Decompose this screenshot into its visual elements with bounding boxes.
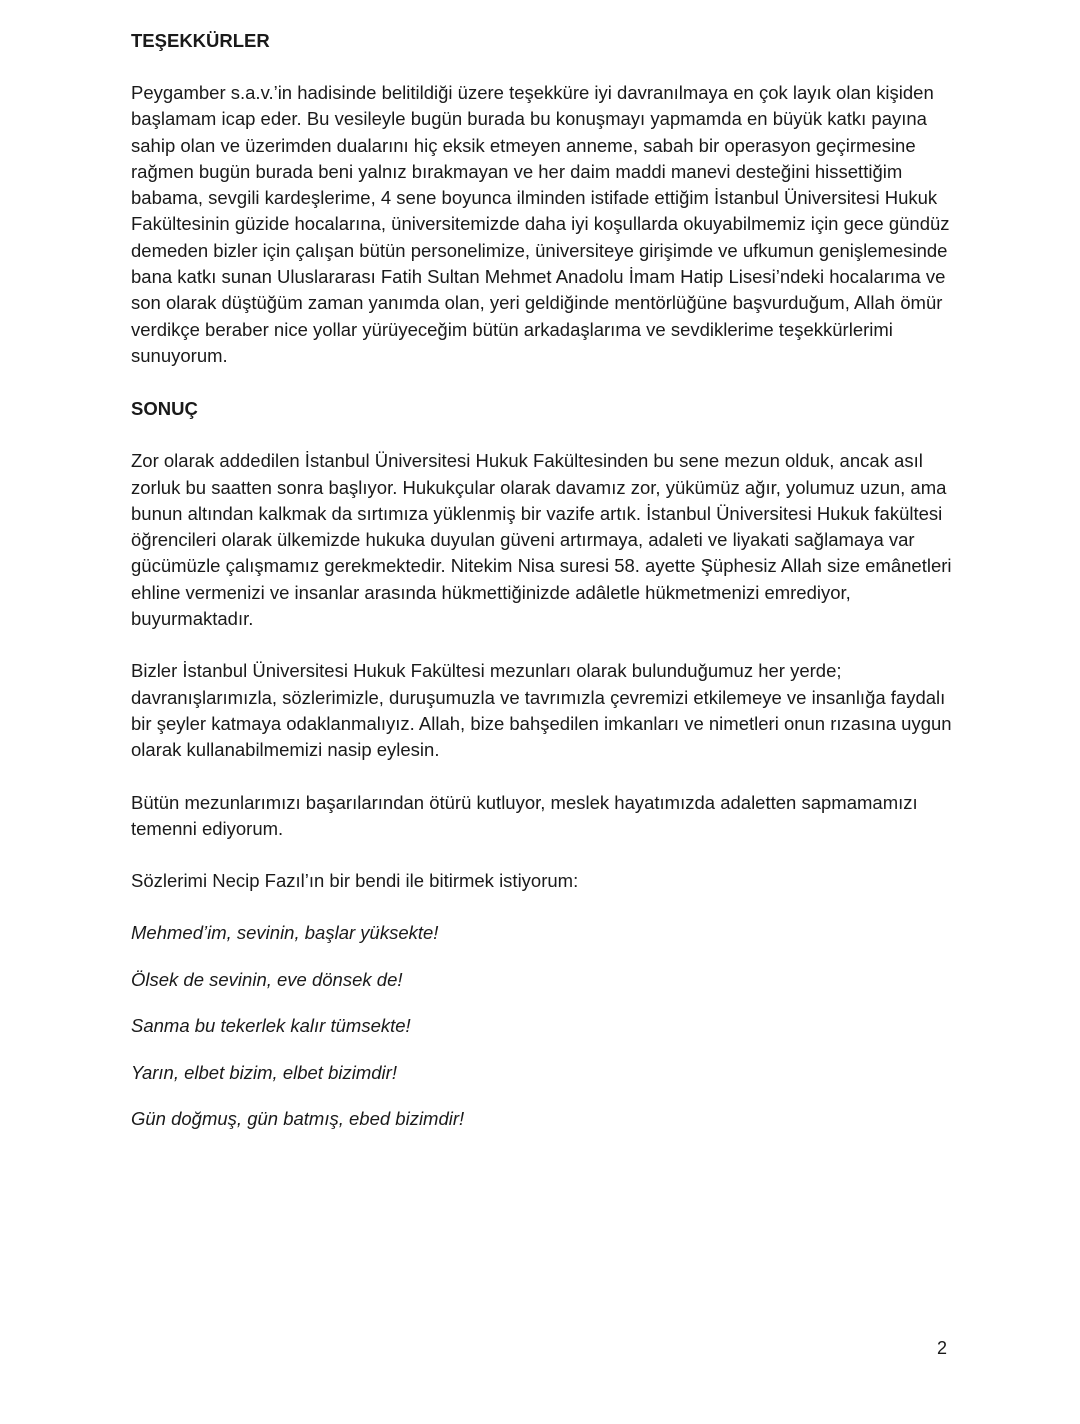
section-heading-tesekkurler: TEŞEKKÜRLER xyxy=(131,30,270,51)
section-heading-sonuc: SONUÇ xyxy=(131,398,198,420)
poem xyxy=(131,920,961,1132)
poem-line: Mehmed’im, sevinin, başlar yüksekte! xyxy=(131,922,439,944)
poem-line: Ölsek de sevinin, eve dönsek de! xyxy=(131,968,403,990)
poem-line: Gün doğmuş, gün batmış, ebed bizimdir! xyxy=(131,1108,465,1130)
conclusion-paragraph-3: Bütün mezunlarımızı başarılarından ötürü kutluyor, meslek hayatımızda adaletten sapmamamızı temenni ediyorum. xyxy=(131,791,918,839)
thanks-paragraph: Peygamber s.a.v.’in hadisinde belitildiği üzere teşekküre iyi davranılmaya en çok layık olan kişiden başlamam icap eder. Bu vesileyle bugün burada bu konuşmayı yapmamda en büyük katkı payına sahip olan ve üzerimden dualarını hiç eksik etmeyen anneme, sabah bir operasyon geçirmesine rağmen bugün burada beni yalnız bırakmayan ve her daim maddi manevi desteğini hissettiğim babama, sevgili kardeşlerime, 4 sene boyunca ilminden istifade ettiğim İstanbul Üniversitesi Hukuk Fakültesinin güzide hocalarına, üniversitemizde daha iyi koşullarda okuyabilmemiz için gece gündüz demeden bizler için çalışan bütün personelimize, üniversiteye girişimde ve ufkumun genişlemesinde bana katkı sunan Uluslararası Fatih Sultan Mehmet Anadolu İmam Hatip Lisesi’ndeki hocalarıma ve son olarak düştüğüm zaman yanımda olan, yeri geldiğinde mentörlüğüne başvurduğum, Allah ömür verdikçe beraber nice yollar yürüyeceğim bütün arkadaşlarıma ve sevdiklerime teşekkürlerimi sunuyorum. xyxy=(131,82,950,366)
conclusion-paragraph-4: Sözlerimi Necip Fazıl’ın bir bendi ile bitirmek istiyorum: xyxy=(131,870,579,892)
poem-line: Sanma bu tekerlek kalır tümsekte! xyxy=(131,1015,411,1037)
poem-line: Yarın, elbet bizim, elbet bizimdir! xyxy=(131,1061,397,1083)
conclusion-paragraph-1: Zor olarak addedilen İstanbul Üniversitesi Hukuk Fakültesinden bu sene mezun olduk, ancak asıl zorluk bu saatten sonra başlıyor. Hukukçular olarak davamız zor, yükümüz ağır, yolumuz uzun, ama bunun altından kalkmak da sırtımıza yüklenmiş bir vazife artık. İstanbul Üniversitesi Hukuk fakültesi öğrencileri olarak ülkemizde hukuka duyulan güveni artırmaya, adaleti ve liyakati sağlamaya var gücümüzle çalışmamız gerekmektedir. Nitekim Nisa suresi 58. ayette Şüphesiz Allah size emânetleri ehline vermenizi ve insanlar arasında hükmettiğinizde adâletle hükmetmenizi emrediyor, buyurmaktadır. xyxy=(131,450,952,630)
conclusion-paragraph-2: Bizler İstanbul Üniversitesi Hukuk Fakültesi mezunları olarak bulunduğumuz her yerde; davranışlarımızla, sözlerimizle, duruşumuzla ve tavrımızla çevremizi etkilemeye ve insanlığa faydalı bir şeyler katmaya odaklanmalıyız. Allah, bize bahşedilen imkanları ve nimetleri onun rızasına uygun olarak kullanabilmemizi nasip eylesin. xyxy=(131,660,952,761)
page-number: 2 xyxy=(937,1338,948,1358)
page-content xyxy=(131,28,961,1153)
